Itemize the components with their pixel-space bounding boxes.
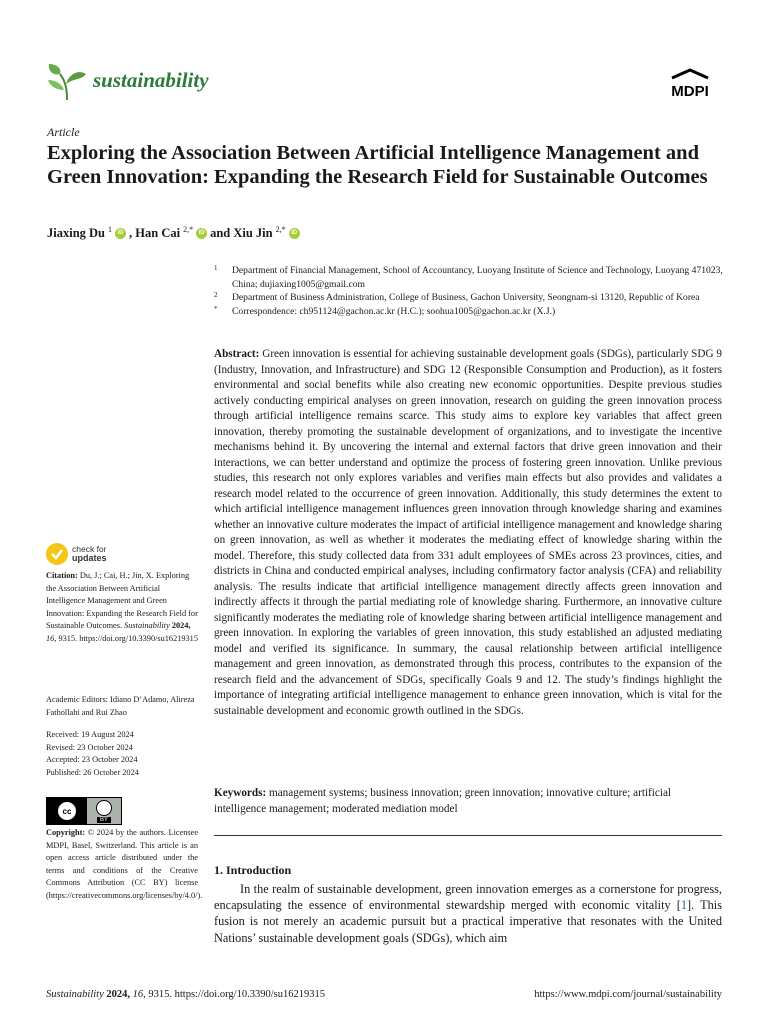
intro-paragraph (214, 881, 722, 946)
author-affiliation-mark: 2,* (275, 225, 286, 234)
citation-text: Du, J.; Cai, H.; Jin, X. Exploring the Association Between Artificial Intelligence Management and Green Innovation: Expanding the Research Field for Sustainable Outcomes. (46, 571, 198, 631)
footer-volume: 16, (132, 989, 146, 1000)
publisher-logo (662, 68, 718, 104)
affiliation-item (214, 305, 726, 319)
author-name[interactable]: and Xiu Jin (210, 226, 273, 240)
affiliation-mark: * (214, 304, 218, 313)
date-accepted: Accepted: 23 October 2024 (46, 755, 138, 765)
author-list (47, 226, 300, 241)
journal-name: sustainability (93, 68, 209, 92)
abstract (214, 347, 722, 719)
date-revised: Revised: 23 October 2024 (46, 742, 133, 752)
section-heading: 1. Introduction (214, 863, 292, 877)
affiliation-text: Department of Business Administration, College of Business, Gachon University, Seongnam-si 13120, Republic of Korea (232, 292, 700, 303)
date-published: Published: 26 October 2024 (46, 767, 139, 777)
intro-text-cont: ]. This fusion is not merely an academic pursuit but a practical imperative that resonates with the United Nations’ sustainable development goals (SDGs), which aim (214, 898, 722, 945)
citation-link[interactable]: 1 (680, 898, 688, 913)
affiliation-mark: 1 (214, 264, 218, 272)
citation-label: Citation: (46, 571, 78, 580)
footer-citation (46, 989, 325, 1000)
by-icon (87, 800, 121, 823)
by-label: BY (97, 817, 111, 823)
date-received: Received: 19 August 2024 (46, 730, 134, 739)
article-type: Article (47, 125, 80, 139)
keywords (214, 786, 722, 817)
affiliation-item (214, 291, 726, 305)
copyright-text: © 2024 by the authors. Licensee MDPI, Basel, Switzerland. This article is an open access article distributed under the terms and conditions of the Creative Commons Attribution (CC BY) license (https://creativecommons.org/licenses/by/4.0/). (46, 828, 203, 900)
copyright-label: Copyright: (46, 828, 86, 837)
orcid-icon[interactable]: iD (196, 228, 207, 239)
citation-volume: 16, (46, 633, 57, 643)
citation-year: 2024, (171, 621, 191, 631)
keywords-label: Keywords: (214, 787, 267, 799)
person-icon (96, 800, 112, 816)
check-updates-button[interactable] (46, 541, 120, 567)
citation-block (46, 570, 198, 646)
cc-label: cc (58, 802, 76, 820)
citation-doi[interactable]: 9315. https://doi.org/10.3390/su16219315 (58, 633, 198, 643)
publication-dates (46, 729, 198, 779)
affiliation-text: Department of Financial Management, School of Accountancy, Luoyang Institute of Science and Technology, Luoyang 471023, China; dujiaxing1005@gmail.com (232, 265, 723, 290)
author-affiliation-mark: 1 (108, 225, 113, 234)
author-name[interactable]: Jiaxing Du (47, 226, 106, 240)
publisher-name: MDPI (671, 83, 709, 100)
footer-journal: Sustainability (46, 989, 104, 1000)
keywords-text: management systems; business innovation; green innovation; innovative culture; artificial intelligence management; moderated mediation model (214, 787, 672, 815)
footer-year: 2024, (106, 989, 130, 1000)
orcid-icon[interactable]: iD (289, 228, 300, 239)
copyright-block (46, 827, 203, 903)
cc-by-license-badge[interactable] (46, 797, 122, 825)
cc-icon (47, 798, 87, 824)
academic-editors: Academic Editors: Idiano D’Adamo, Alireza Fathollahi and Rui Zhao (46, 695, 195, 717)
footer-journal-url[interactable]: https://www.mdpi.com/journal/sustainability (534, 989, 722, 1000)
section-divider (214, 835, 722, 836)
correspondence-text: Correspondence: ch951124@gachon.ac.kr (H.C.); soohua1005@gachon.ac.kr (X.J.) (232, 305, 556, 317)
author-affiliation-mark: 2,* (183, 225, 194, 234)
journal-logo (46, 62, 88, 102)
affiliations (214, 264, 726, 318)
abstract-label: Abstract: (214, 348, 260, 360)
abstract-text: Green innovation is essential for achieving sustainable development goals (SDGs), particularly SDG 9 (Industry, Innovation, and Infrastructure) and SDG 12 (Responsible Consumption and Production), as it fosters environmental and social benefits while also creating new economic opportunities. Despite previous studies actively conducting empirical analyses on green innovation, research on guiding the green innovation process through artificial intelligence remains scarce. This study aims to explore key variables that affect green innovation, thereby promoting the sustainable development of organizations, and to investigate the incentive mechanisms behind it. By uncovering the internal and external factors that drive green innovation and their interactions, we can better understand and optimize the process of fostering green innovation. Unlike previous studies, this research not only explores variables and verifies main effects but also provides and validates a research model related to the occurrence of green innovation. Additionally, this study determines the extent to which artificial intelligence management influences green innovation through knowledge sharing and examines whether an innovative culture moderates the impact of artificial intelligence management and knowledge sharing on green innovation, as well as whether it moderates the mediating effect of knowledge sharing within the model. Therefore, this study collected data from 331 adult employees of SMEs across 23 provinces, cities, and districts in China and conducted empirical analyses, including confirmatory factor analysis (CFA) and reliability analysis. The results indicate that artificial intelligence management directly affects green innovation and indirectly affects it through the partial mediating role of knowledge sharing. Furthermore, an innovative culture significantly moderates the mediating role of knowledge sharing between artificial intelligence management and green innovation. In exploring the variables of green innovation, this study established an adjusted mediating model and verified its significance. In summary, the causal relationship between artificial intelligence management and green innovation, as demonstrated through this process, contributes to the expansion of the research field and the advancement of SDGs, specifically Goals 9 and 12. The study’s findings highlight the importance of integrating artificial intelligence management to enhance green innovation, which is vital for the sustainable development and economic growth outlined in the SDGs. (214, 348, 723, 717)
check-updates-icon (46, 543, 68, 565)
affiliation-item (214, 264, 726, 291)
citation-journal: Sustainability (124, 621, 170, 631)
check-updates-label (72, 545, 107, 563)
intro-text: In the realm of sustainable development, green innovation emerges as a cornerstone for progress, encapsulating the essence of environmental stewardship merged with economic vitality [ (214, 882, 722, 913)
check-updates-line1: check for (72, 544, 107, 554)
author-name[interactable]: , Han Cai (129, 226, 181, 240)
affiliation-mark: 2 (214, 291, 218, 299)
article-title: Exploring the Association Between Artificial Intelligence Management and Green Innovation: Expanding the Research Field for Sustainable Outcomes (47, 142, 708, 188)
check-updates-line2: updates (72, 553, 107, 563)
footer-doi[interactable]: 9315. https://doi.org/10.3390/su16219315 (148, 989, 325, 1000)
orcid-icon[interactable]: iD (115, 228, 126, 239)
